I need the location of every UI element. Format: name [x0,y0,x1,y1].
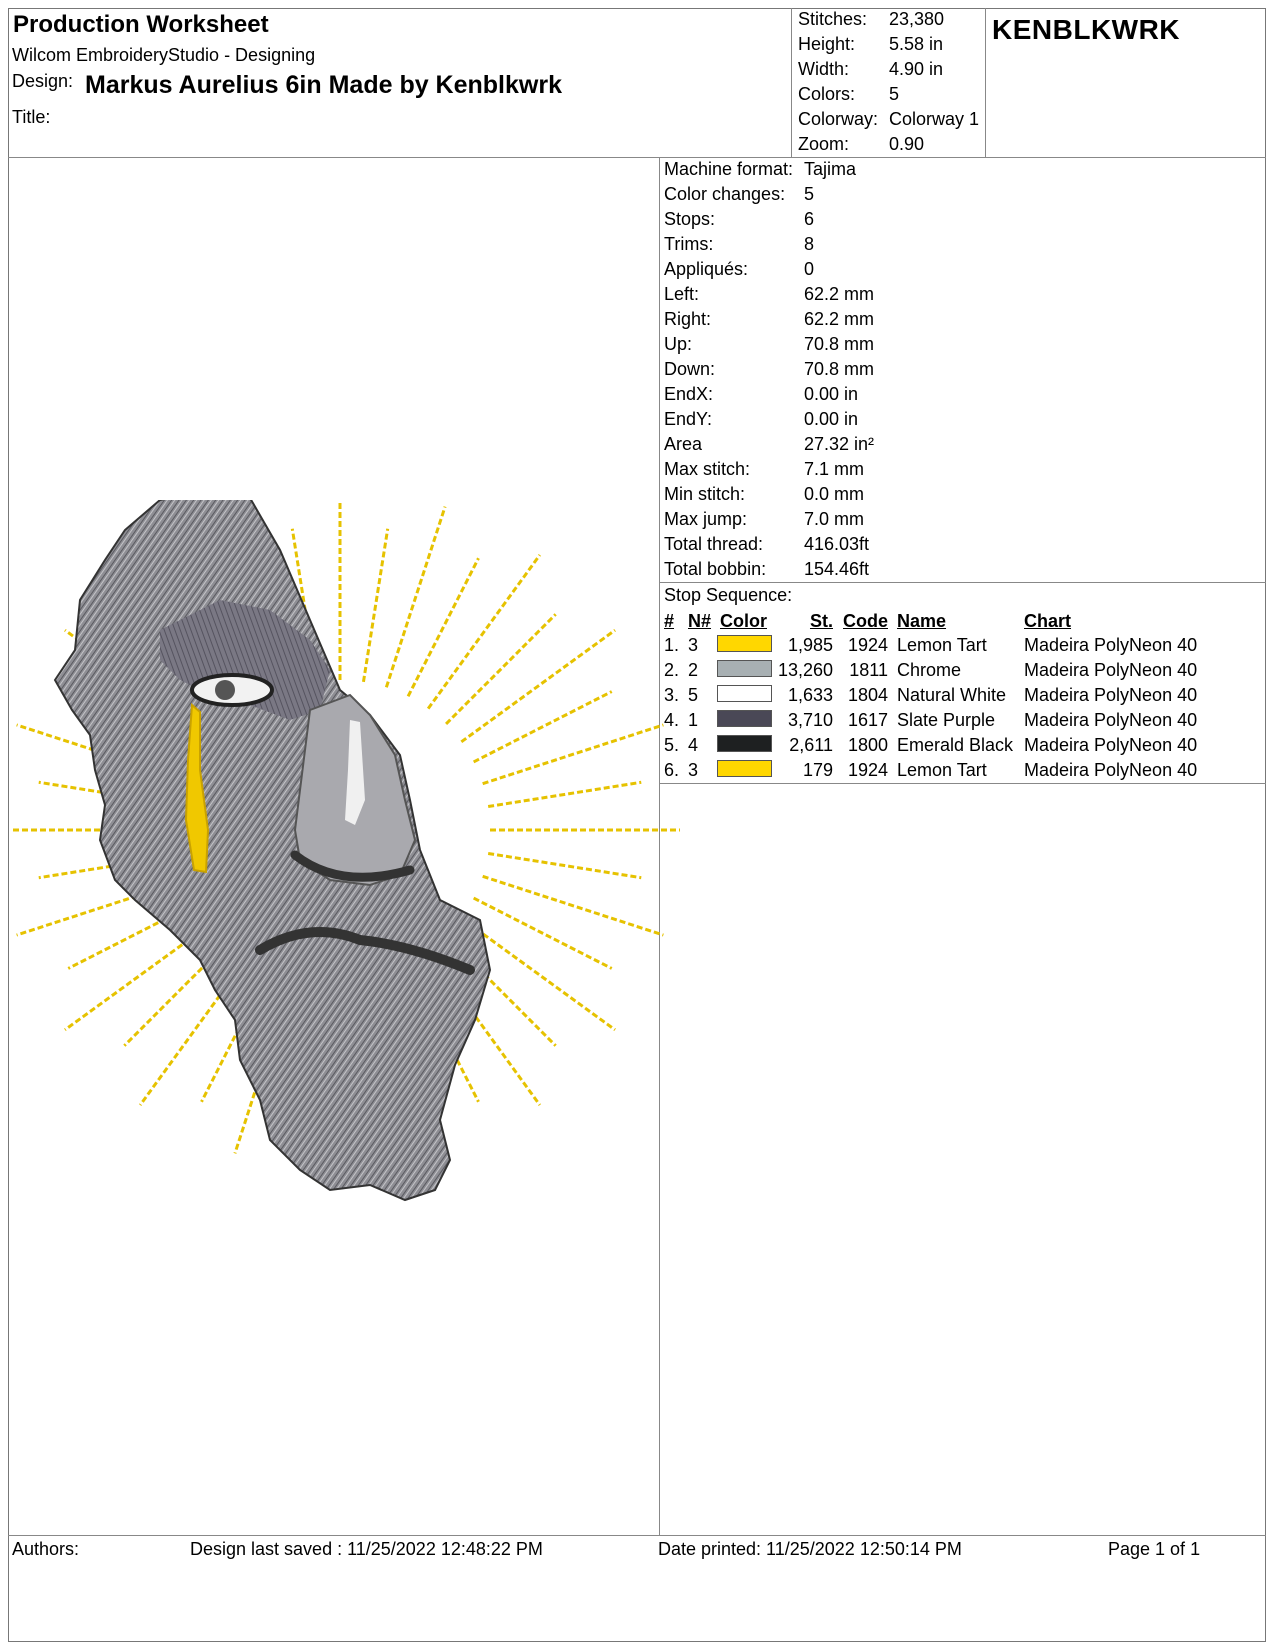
detail-value: 7.0 mm [804,509,865,529]
row-code: 1800 [847,735,888,755]
detail-label: Left: [664,284,700,304]
row-chart: Madeira PolyNeon 40 [1024,635,1198,655]
sun-ray [461,630,615,742]
sequence-divider [659,783,1266,784]
row-chart: Madeira PolyNeon 40 [1024,760,1198,780]
zoom-label: Zoom: [798,134,850,154]
row-number: 4. [664,710,680,730]
detail-value: 0.0 mm [804,484,865,504]
row-needle: 3 [688,635,699,655]
row-chart: Madeira PolyNeon 40 [1024,685,1198,705]
row-number: 1. [664,635,680,655]
detail-label: EndY: [664,409,713,429]
row-color-swatch [717,760,772,777]
detail-value: 62.2 mm [804,284,875,304]
header-divider [8,157,1266,158]
detail-value: Tajima [804,159,857,179]
detail-label: Trims: [664,234,714,254]
col-header-color: Color [720,611,767,631]
row-chart: Madeira PolyNeon 40 [1024,710,1198,730]
col-header-num: # [664,611,675,631]
row-needle: 2 [688,660,699,680]
sun-ray [363,529,387,682]
row-stitches: 13,260 [777,660,833,680]
row-color-swatch [717,685,772,702]
colors-value: 5 [889,84,900,104]
row-chart: Madeira PolyNeon 40 [1024,660,1198,680]
row-color-name: Emerald Black [897,735,1014,755]
row-code: 1617 [847,710,888,730]
detail-label: Right: [664,309,712,329]
row-code: 1924 [847,635,888,655]
statue-head [55,500,490,1200]
row-color-name: Chrome [897,660,962,680]
detail-label: Machine format: [664,159,794,179]
sun-ray [408,558,478,696]
zoom-value: 0.90 [889,134,925,154]
header-brand-divider [985,8,986,158]
row-number: 6. [664,760,680,780]
row-stitches: 1,985 [787,635,833,655]
row-color-name: Lemon Tart [897,635,987,655]
colorway-value: Colorway 1 [889,109,980,129]
detail-value: 5 [804,184,815,204]
detail-value: 70.8 mm [804,359,875,379]
sun-ray [474,692,612,762]
detail-value: 62.2 mm [804,309,875,329]
detail-label: Stops: [664,209,716,229]
detail-value: 0.00 in [804,384,859,404]
row-code: 1811 [849,660,888,680]
page-title: Production Worksheet [13,11,269,38]
row-code: 1924 [847,760,888,780]
row-color-swatch [717,635,772,652]
sun-ray [474,898,612,968]
detail-label: Up: [664,334,693,354]
eye-pupil [215,680,235,700]
brand-label: KENBLKWRK [992,14,1181,45]
detail-label: Down: [664,359,716,379]
detail-label: Total bobbin: [664,559,767,579]
width-value: 4.90 in [889,59,944,79]
row-number: 5. [664,735,680,755]
row-number: 2. [664,660,680,680]
sun-ray [488,853,641,877]
details-divider [659,582,1266,583]
detail-value: 0.00 in [804,409,859,429]
row-number: 3. [664,685,680,705]
detail-value: 70.8 mm [804,334,875,354]
detail-label: Color changes: [664,184,786,204]
col-header-needle: N# [688,611,712,631]
row-needle: 1 [688,710,699,730]
colors-label: Colors: [798,84,856,104]
detail-label: Appliqués: [664,259,749,279]
sun-ray [488,782,641,806]
stop-sequence-title: Stop Sequence: [664,585,793,605]
row-code: 1804 [847,685,888,705]
row-needle: 5 [688,685,699,705]
detail-label: Max stitch: [664,459,751,479]
col-header-stitches: St. [809,611,833,631]
row-color-swatch [717,660,772,677]
app-subtitle: Wilcom EmbroideryStudio - Designing [12,45,316,65]
row-stitches: 1,633 [787,685,833,705]
design-preview-image [10,500,690,1270]
height-value: 5.58 in [889,34,944,54]
footer-last-saved: Design last saved : 11/25/2022 12:48:22 PM [190,1539,543,1559]
row-stitches: 179 [802,760,833,780]
detail-value: 0 [804,259,815,279]
row-color-name: Slate Purple [897,710,996,730]
row-color-name: Natural White [897,685,1007,705]
detail-value: 8 [804,234,815,254]
detail-label: Max jump: [664,509,748,529]
row-chart: Madeira PolyNeon 40 [1024,735,1198,755]
footer-authors: Authors: [12,1539,80,1559]
sun-ray [483,876,664,935]
colorway-label: Colorway: [798,109,879,129]
header-summary-divider [791,8,792,158]
detail-label: EndX: [664,384,714,404]
footer-page-number: Page 1 of 1 [1108,1539,1201,1559]
row-stitches: 3,710 [787,710,833,730]
sun-ray [428,555,540,709]
detail-value: 416.03ft [804,534,870,554]
row-needle: 4 [688,735,699,755]
row-color-name: Lemon Tart [897,760,987,780]
footer-divider [8,1535,1266,1536]
stitches-value: 23,380 [889,9,945,29]
footer-date-printed: Date printed: 11/25/2022 12:50:14 PM [658,1539,962,1559]
detail-label: Total thread: [664,534,764,554]
width-label: Width: [798,59,850,79]
detail-label: Min stitch: [664,484,746,504]
row-color-swatch [717,735,772,752]
height-label: Height: [798,34,856,54]
row-color-swatch [717,710,772,727]
detail-label: Area [664,434,703,454]
detail-value: 154.46ft [804,559,870,579]
col-header-code: Code [843,611,888,631]
stitches-label: Stitches: [798,9,868,29]
design-name: Markus Aurelius 6in Made by Kenblkwrk [85,71,562,99]
col-header-name: Name [897,611,947,631]
sun-ray [446,614,556,724]
sun-ray [483,725,664,784]
detail-value: 27.32 in² [804,434,875,454]
title-label: Title: [12,107,51,127]
detail-value: 6 [804,209,815,229]
detail-value: 7.1 mm [804,459,865,479]
row-needle: 3 [688,760,699,780]
row-stitches: 2,611 [789,735,833,755]
col-header-chart: Chart [1024,611,1072,631]
design-label: Design: [12,71,74,91]
sun-ray [386,507,445,688]
